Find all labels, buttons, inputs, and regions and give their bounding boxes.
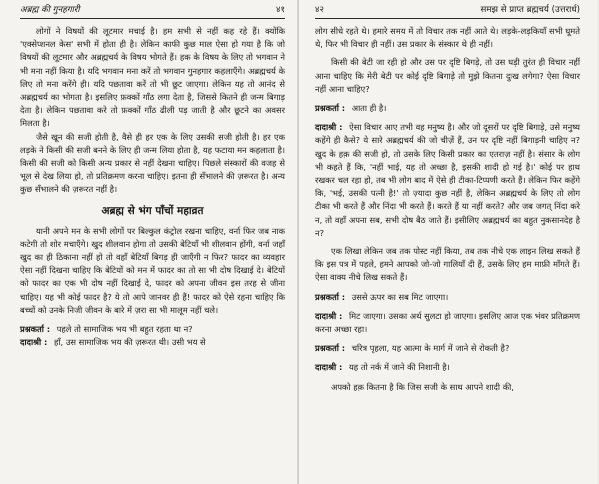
paragraph: एक लिखा लेकिन जब तक पोस्ट नहीं किया, तब तक नीचे एक लाइन लिख सकते हैं कि इस पत्र में पहले, हमने आपको जो-जो गालियाँ दी हैं, उसके लिए हम माफ़ी माँगते हैं। ऐसा वाक्य नीचे लिख सकते हैं। bbox=[315, 246, 580, 283]
speaker-label: दादाश्री : bbox=[315, 310, 343, 321]
dialog-line bbox=[315, 102, 580, 115]
paragraph: किसी की बेटी जा रही हो और उस पर दृष्टि बिगड़े, तो उस घड़ी तुरंत ही विचार नहीं आना चाहिए कि मेरी बेटी पर कोई दृष्टि बिगाड़े तो मुझे कितना दुःख लगेगा? ऐसा विचार नहीं आना चाहिए? bbox=[315, 57, 580, 94]
paragraph: अपको हक़ कितना है कि जिस सजी के साथ आपने शादी की, bbox=[331, 381, 514, 392]
dialog-text: चरित्र पृहला, यह आत्मा के मार्ग में जाने से रोकती है? bbox=[351, 343, 510, 354]
dialog-text: यह तो नर्क में जाने की निशानी है। bbox=[348, 362, 450, 373]
section-heading: अब्रह्म से भंग पाँचों महाव्रत bbox=[101, 204, 204, 217]
paragraph: जैसे खून की सजी होती है, वैसे ही हर एक के लिए उसकी सजी होती है। हर एक लड़के ने किसी की सजी बनने के लिए ही जन्म लिया होता है, यह फटाया मन कहलाता है। किसी की सजी को किसी अन्य प्रकार से नहीं देखना चाहिए। पिछले संस्कारों की वजह से भूल से देख लिया हो, तो प्रतिक्रमण करना चाहिए। इतना ही सँभालने की ज़रूरत है। अन्य कुछ सँभालने की ज़रूरत नहीं है। bbox=[20, 131, 285, 195]
dialog-line bbox=[315, 291, 580, 304]
speaker-label: प्रश्नकर्ता : bbox=[315, 343, 346, 354]
dialog-text: मिट जाएगा। उसका अर्थ सुलटा हो जाएगा। इसलिए आज एक भंवर प्रतिक्रमण करना अच्छा रहा। bbox=[315, 310, 581, 335]
page-number: ४१ bbox=[276, 5, 285, 15]
left-page-header bbox=[20, 4, 285, 19]
speaker-label: प्रश्नकर्ता : bbox=[20, 324, 51, 335]
left-page bbox=[0, 0, 299, 484]
right-page-header bbox=[315, 4, 580, 19]
paragraph: यानी अपने मन के सभी लोगों पर बिल्कुल कंट्रोल रखना चाहिए, वर्ना फिर जब नाक कटेगी तो शोर मचाएँगे। खुद शीलवान होगा तो उसकी बेटियाँ भी शीलवान होंगी, वर्ना जहाँ खुद का ही ठिकाना नहीं हो तो वहाँ बेटियाँ बिगड़ ही जाएँगी न फिर? फादर का व्यवहार ऐसा नहीं दिखना चाहिए कि बेटियों को मन में फादर का तो सा भी दोष दिखाई दे। बेटियों को फादर का एक भी दोष नहीं दिखाई दे, फादर को अपना जीवन इस तरह से जीना चाहिए। यह भी कोई फादर है? ये तो आपे जानवर ही हैं! फादर को ऐसे रहना चाहिए कि बच्चों को उनके निजी जीवन के बारे में ज़रा सा भी मालूम नहीं चले। bbox=[20, 225, 285, 315]
right-page bbox=[299, 0, 598, 484]
dialog-text: उससे ऊपर का सब मिट जाएगा। bbox=[351, 291, 449, 302]
dialog-text: ऐसा विचार आए तभी वह मनुष्य है। और जो दूसरों पर दृष्टि बिगाड़े, उसे मनुष्य कहेंगे ही कैसे? ये सारे अब्रह्मचर्य की जो चीज़ें हैं, उन पर दृष्टि नहीं बिगाड़नी चाहिए न? खुद के हक़ की सजी हो, तो उसके लिए किसी प्रकार का एतराज़ नहीं है। संसार के लोग भी कहते हैं कि, 'नहीं भाई, यह तो अच्छा है, इसकी शादी हो गई है।' कोई पर हाथ रखकर चल रहा हो, तब भी लोग बाद में ऐसे ही टीका-टिप्पणी करते हैं। लेकिन फिर कहेंगे कि, 'भई, उसकी पत्नी है!' तो ज़्यादा कुछ नहीं है, लेकिन अब्रह्मचर्य के लिए तो लोग टीका भी करते हैं और निंदा भी करते हैं। करते हैं या नहीं करते? और जब जगत् निंदा करे न, तो वहाँ अपना सब, सभी दोष बैठ जाते हैं। इसीलिए अब्रह्मचर्य का बहुत नुकसानदेह है न? bbox=[315, 122, 580, 238]
dialog-line bbox=[20, 336, 285, 349]
dialog-line bbox=[20, 323, 285, 336]
dialog-text: आता ही है। bbox=[351, 103, 387, 114]
speaker-label: दादाश्री : bbox=[315, 122, 343, 133]
speaker-label: प्रश्नकर्ता : bbox=[315, 103, 346, 114]
speaker-label: प्रश्नकर्ता : bbox=[315, 291, 346, 302]
running-title: समझ से प्राप्त ब्रह्मचर्य (उत्तरार्ध) bbox=[480, 5, 580, 15]
dialog-line bbox=[315, 310, 580, 336]
paragraph: लोग सीधे रहते थे। हमारे समय में तो विचार तक नहीं आते थे। लड़के-लड़कियाँ सभी घूमते थे, फिर भी विचार ही नहीं। उस प्रकार के संस्कार थे ही नहीं। bbox=[315, 26, 580, 50]
paragraph: लोगों ने विषयों की लूटमार मचाई है। हम सभी से नहीं कह रहे हैं। क्योंकि 'एक्सेप्शनल केस' सभी में होता ही है। लेकिन काफी कुछ माल ऐसा हो गया है कि जो विषयों की लूटमार और अब्रह्मचर्य के विषय भोगते हैं। हक के विषय के लिए तो भगवान ने भी मना नहीं किया है। यदि भगवान मना करें तो भगवान गुनहगार कहलाएँगे। अब्रह्मचर्य के लिए तो मना करेंगे ही। यदि पछतावा करें तो भी छूट जाएगा। लेकिन यह तो आनंद से अब्रह्मचर्य का भोगता है। इसलिए फ़क्कों गाँठ लगा देता है, जिससे कितने ही जन्म बिगाड़ देता है। लेकिन पछतावा करे तो फ़क्कों गाँठ ढीली पड़ जाती है और छूटने का अवसर मिलता है। bbox=[20, 26, 285, 129]
speaker-label: दादाश्री : bbox=[20, 337, 48, 348]
speaker-label: दादाश्री : bbox=[315, 362, 343, 373]
running-title: अब्रह्म की गुनहगारी bbox=[20, 5, 80, 15]
dialog-line bbox=[315, 361, 580, 374]
dialog-line bbox=[315, 121, 580, 240]
dialog-line bbox=[315, 342, 580, 355]
dialog-text: पहले तो सामाजिक भय भी बहुत रहता था न? bbox=[56, 324, 193, 335]
page-number: ४२ bbox=[315, 5, 324, 15]
dialog-text: हाँ, उस सामाजिक भय की ज़रूरत थी। उसी भय से bbox=[53, 337, 206, 348]
